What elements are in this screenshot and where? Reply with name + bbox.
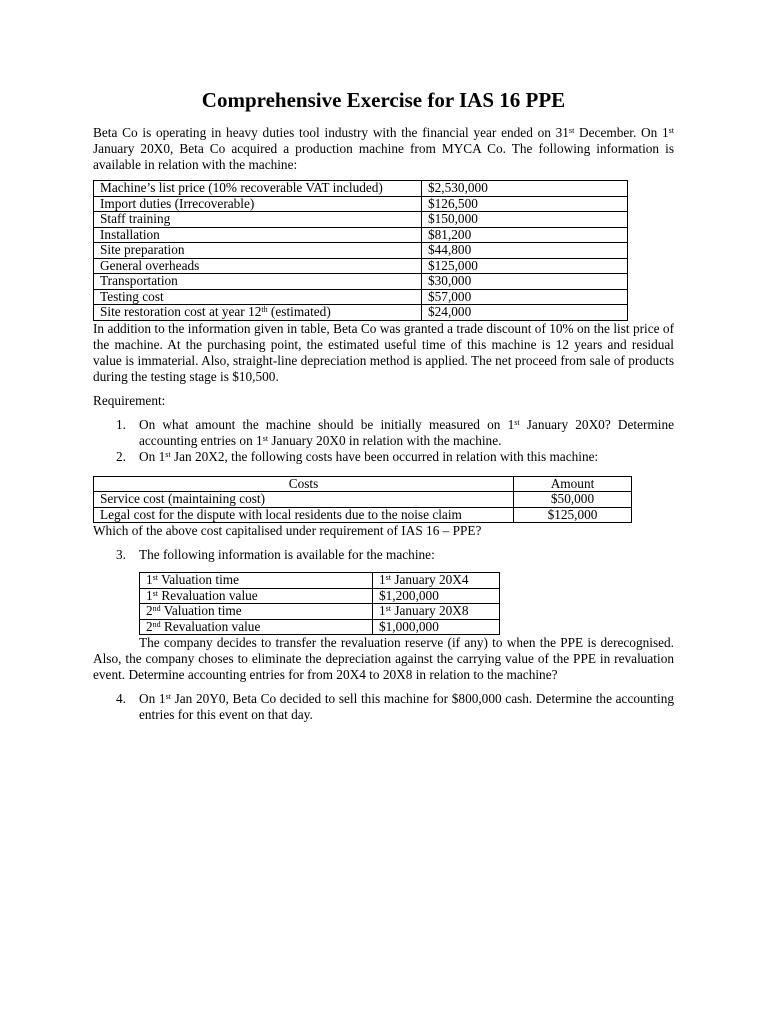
amount-header: Amount — [514, 476, 632, 492]
q1-sup-2: st — [262, 433, 269, 443]
value-text: $1,000,000 — [379, 618, 439, 634]
q3-followup: The company decides to transfer the revaluation reserve (if any) to when the PPE is derecognised. Also, the company choses to eliminate the depreciation against the carrying value of the PPE in revaluation event. Determine accounting entries for from 20X4 to 20X8 in relation to the machine? — [93, 635, 674, 682]
table-row — [94, 227, 628, 243]
ordinal-number: 2 — [146, 603, 153, 618]
cost-amount-cell: $24,000 — [422, 305, 628, 321]
ordinal-number: 1 — [146, 587, 153, 603]
q2-text-b: Jan 20X2, the following costs have been occurred in relation with this machine: — [170, 448, 599, 464]
cost-amount-cell: $125,000 — [514, 507, 632, 523]
table-row — [140, 604, 500, 620]
table-row — [94, 305, 628, 321]
intro-paragraph — [93, 125, 674, 173]
cost-item-cell: Testing cost — [94, 289, 422, 305]
table-row — [94, 274, 628, 290]
revaluation-value-cell — [373, 588, 500, 604]
q1-text-a: On what amount the machine should be initially measured on 1 — [139, 416, 515, 432]
requirement-item-3 — [93, 547, 674, 563]
cost-amount-cell: $150,000 — [422, 212, 628, 228]
document-page — [93, 88, 674, 723]
intro-text-1: Beta Co is operating in heavy duties tool industry with the financial year ended on 31 — [93, 125, 569, 140]
revaluation-label-cell — [140, 588, 373, 604]
table-row — [140, 573, 500, 589]
table-header-row — [94, 476, 632, 492]
q2-text-a: On 1 — [139, 448, 166, 464]
table-row — [94, 492, 632, 508]
revaluation-table — [139, 572, 500, 635]
cost-item-text: Site restoration cost at year 12 — [100, 304, 262, 319]
ordinal-suffix: st — [152, 588, 158, 598]
cost-item-cell: Transportation — [94, 274, 422, 290]
revaluation-label: Valuation time — [158, 572, 240, 587]
revaluation-value-cell — [373, 604, 500, 620]
q2-followup: Which of the above cost capitalised under requirement of IAS 16 – PPE? — [93, 523, 482, 538]
ordinal-suffix: st — [152, 573, 158, 582]
cost-amount-cell: $30,000 — [422, 274, 628, 290]
cost-item-cell: Installation — [94, 227, 422, 243]
cost-item-cell: Staff training — [94, 212, 422, 228]
table-row — [94, 243, 628, 259]
table-row — [94, 212, 628, 228]
list-number: 1. — [116, 416, 126, 432]
value-text: 1 — [379, 572, 386, 587]
revaluation-label-cell — [140, 619, 373, 635]
ordinal-suffix: nd — [152, 619, 161, 629]
requirement-label: Requirement: — [93, 392, 166, 408]
table-row — [94, 181, 628, 197]
requirements-list-2 — [93, 547, 674, 563]
machine-cost-table — [93, 180, 628, 321]
cost-item-cell: Import duties (Irrecoverable) — [94, 196, 422, 212]
value-suffix: st — [385, 604, 391, 613]
cost-amount-cell: $57,000 — [422, 289, 628, 305]
q3-text: The following information is available for the machine: — [139, 547, 435, 562]
intro-sup-1: st — [568, 126, 575, 135]
cost-amount-cell: $81,200 — [422, 227, 628, 243]
q1-text-b: January 20X0? Determine accounting entries on 1 — [139, 416, 675, 448]
revaluation-value-cell — [373, 619, 500, 635]
table-row — [94, 258, 628, 274]
additional-info-paragraph: In addition to the information given in table, Beta Co was granted a trade discount of 10% on the list price of the machine. At the purchasing point, the estimated useful time of this machine is 12 years and residual value is immaterial. Also, straight-line depreciation method is applied. The net proceed from sale of products during the testing stage is $10,500. — [93, 320, 674, 384]
ordinal-number: 2 — [146, 618, 153, 634]
requirement-item-4 — [93, 691, 674, 723]
cost-item-text-2: (estimated) — [267, 304, 331, 319]
cost-amount-cell: $50,000 — [514, 492, 632, 508]
cost-amount-cell: $2,530,000 — [422, 181, 628, 197]
value-text: 1 — [379, 603, 386, 618]
intro-text-2: December. On 1 — [574, 125, 669, 140]
value-text-2: January 20X4 — [391, 572, 469, 587]
list-number: 4. — [116, 691, 126, 706]
ordinal-number: 1 — [146, 572, 153, 587]
list-number: 2. — [116, 448, 126, 464]
q4-text-b: Jan 20Y0, Beta Co decided to sell this machine for $800,000 cash. Determine the accounting entries for this event on that day. — [139, 691, 674, 722]
table-row — [94, 289, 628, 305]
cost-item-cell: General overheads — [94, 258, 422, 274]
ordinal-suffix: nd — [152, 604, 161, 613]
value-text-2: January 20X8 — [391, 603, 469, 618]
intro-sup-2: st — [668, 126, 675, 135]
costs-header: Costs — [94, 476, 514, 492]
document-title: Comprehensive Exercise for IAS 16 PPE — [201, 88, 566, 112]
cost-item-cell — [94, 305, 422, 321]
cost-amount-cell: $125,000 — [422, 258, 628, 274]
requirement-item-2 — [93, 449, 674, 465]
cost-description-cell: Legal cost for the dispute with local residents due to the noise claim — [94, 507, 514, 523]
revaluation-label: Revaluation value — [158, 587, 258, 603]
revaluation-value-cell — [373, 573, 500, 589]
table-row — [140, 619, 500, 635]
table-row — [140, 588, 500, 604]
cost-item-cell: Site preparation — [94, 243, 422, 259]
revaluation-label-cell — [140, 604, 373, 620]
requirements-list-3 — [93, 691, 674, 723]
cost-amount-cell: $126,500 — [422, 196, 628, 212]
q1-text-c: January 20X0 in relation with the machine. — [268, 432, 502, 448]
cost-amount-cell: $44,800 — [422, 243, 628, 259]
q2-sup: st — [165, 449, 171, 459]
cost-item-sup: th — [261, 305, 268, 314]
table-row — [94, 196, 628, 212]
cost-item-cell: Machine’s list price (10% recoverable VAT included) — [94, 181, 422, 197]
revaluation-label-cell — [140, 573, 373, 589]
intro-text-3: January 20X0, Beta Co acquired a production machine from MYCA Co. The following information is available in relation with the machine: — [93, 141, 674, 172]
cost-description-cell: Service cost (maintaining cost) — [94, 492, 514, 508]
additional-costs-table — [93, 476, 632, 524]
value-suffix: st — [385, 573, 391, 582]
revaluation-label: Valuation time — [160, 603, 242, 618]
revaluation-label: Revaluation value — [160, 618, 261, 634]
requirements-list — [93, 417, 674, 465]
value-text: $1,200,000 — [379, 587, 439, 603]
q1-sup-1: st — [514, 417, 520, 427]
q4-text-a: On 1 — [139, 691, 166, 706]
requirement-item-1 — [93, 417, 674, 449]
q4-sup: st — [165, 692, 171, 701]
table-row — [94, 507, 632, 523]
list-number: 3. — [116, 547, 126, 562]
